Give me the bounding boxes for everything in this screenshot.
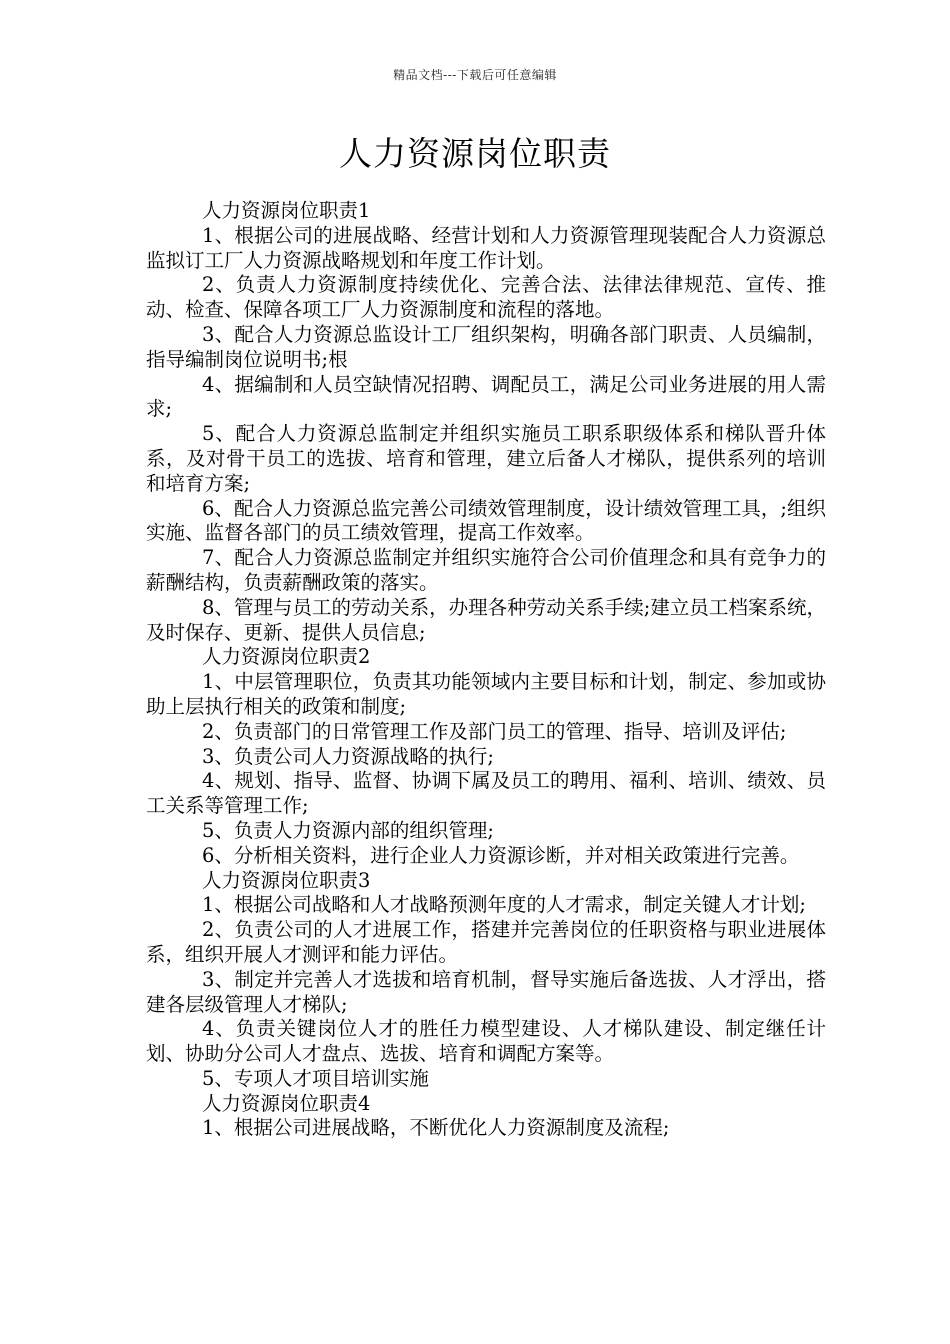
paragraph: 3、负责公司人力资源战略的执行; [202,744,494,768]
paragraph: 1、根据公司战略和人才战略预测年度的人才需求，制定关键人才计划; [202,893,806,917]
section-heading: 人力资源岗位职责4 [202,1091,371,1115]
paragraph: 4、负责关键岗位人才的胜任力模型建设、人才梯队建设、制定继任计划、协助分公司人才盘点、选拔、培育和调配方案等。 [146,1017,826,1066]
paragraph: 4、规划、指导、监督、协调下属及员工的聘用、福利、培训、绩效、员工关系等管理工作; [146,769,826,818]
section-heading: 人力资源岗位职责1 [202,199,371,222]
document-body [146,199,826,1141]
paragraph: 5、专项人才项目培训实施 [202,1066,429,1090]
paragraph: 6、分析相关资料，进行企业人力资源诊断，并对相关政策进行完善。 [202,843,800,867]
paragraph: 8、管理与员工的劳动关系，办理各种劳动关系手续;建立员工档案系统，及时保存、更新、提供人员信息; [146,595,826,644]
section-heading: 人力资源岗位职责2 [202,645,371,669]
document-title: 人力资源岗位职责 [339,134,611,173]
paragraph: 7、配合人力资源总监制定并组织实施符合公司价值理念和具有竞争力的薪酬结构，负责薪酬政策的落实。 [146,546,826,594]
paragraph: 1、根据公司的进展战略、经营计划和人力资源管理现装配合人力资源总监拟订工厂人力资源战略规划和年度工作计划。 [146,223,826,272]
section-heading: 人力资源岗位职责3 [202,868,371,892]
paragraph: 1、中层管理职位，负责其功能领域内主要目标和计划，制定、参加或协助上层执行相关的政策和制度; [146,670,826,718]
paragraph: 3、制定并完善人才选拔和培育机制，督导实施后备选拔、人才浮出，搭建各层级管理人才梯队; [146,967,826,1016]
paragraph: 1、根据公司进展战略，不断优化人力资源制度及流程; [202,1116,670,1140]
paragraph: 4、据编制和人员空缺情况招聘、调配员工，满足公司业务进展的用人需求; [146,372,826,421]
paragraph: 5、负责人力资源内部的组织管理; [202,818,494,842]
paragraph: 2、负责人力资源制度持续优化、完善合法、法律法律规范、宣传、推动、检查、保障各项工厂人力资源制度和流程的落地。 [146,273,826,322]
paragraph: 2、负责部门的日常管理工作及部门员工的管理、指导、培训及评估; [202,719,787,743]
header-note: 精品文档---下载后可任意编辑 [393,68,557,82]
paragraph: 5、配合人力资源总监制定并组织实施员工职系职级体系和梯队晋升体系，及对骨干员工的选拔、培育和管理，建立后备人才梯队，提供系列的培训和培育方案; [146,422,826,495]
paragraph: 3、配合人力资源总监设计工厂组织架构，明确各部门职责、人员编制，指导编制岗位说明书;根 [146,322,826,371]
paragraph: 6、配合人力资源总监完善公司绩效管理制度，设计绩效管理工具，;组织实施、监督各部门的员工绩效管理，提高工作效率。 [146,496,826,545]
paragraph: 2、负责公司的人才进展工作，搭建并完善岗位的任职资格与职业进展体系，组织开展人才测评和能力评估。 [146,918,826,966]
